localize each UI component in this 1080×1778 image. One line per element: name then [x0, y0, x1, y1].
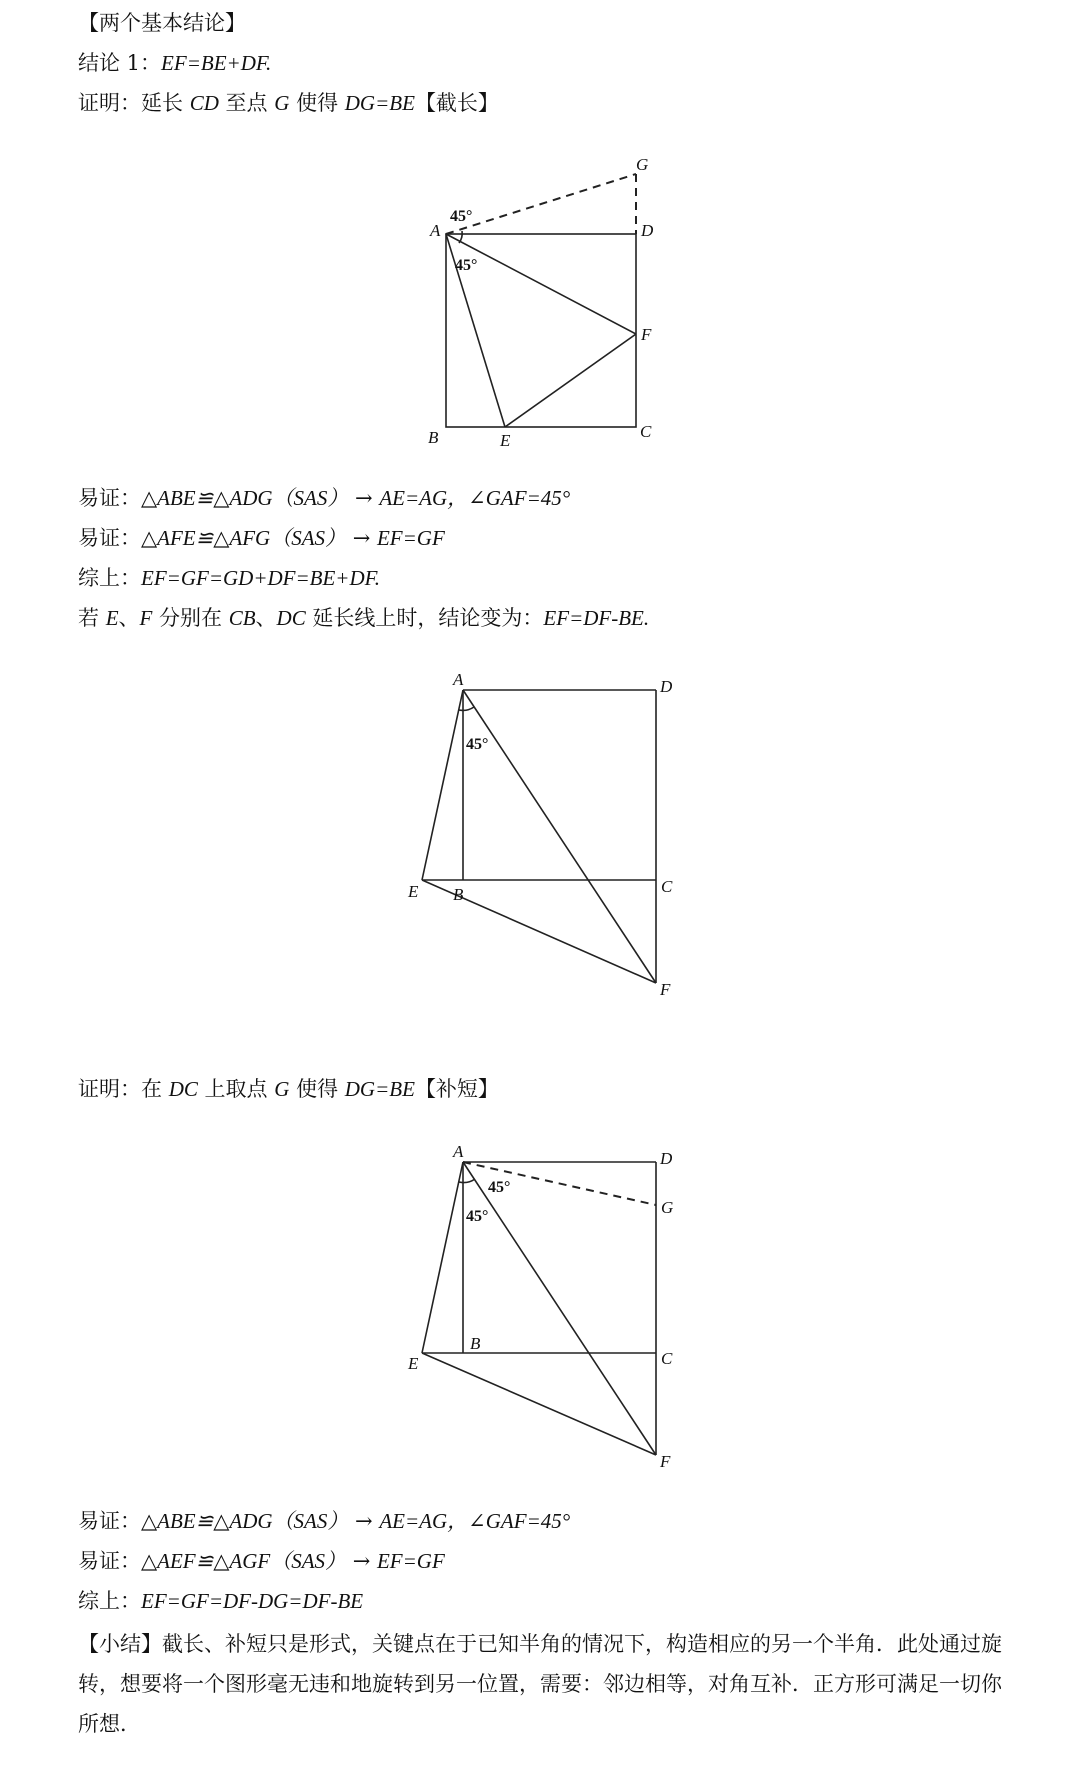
steps-2-line-2	[78, 1546, 445, 1576]
fig1-label-b: B	[428, 428, 439, 447]
steps-2-s1-arrow: →	[348, 1509, 380, 1533]
steps-1-s2-arrow: →	[346, 526, 377, 550]
steps-2-s1-prefix: 易证：	[78, 1509, 141, 1533]
steps-1-s1-sas: （SAS）	[272, 486, 349, 510]
steps-1-s4-result: EF=DF-BE.	[543, 606, 650, 630]
fig3-label-g: G	[661, 1198, 674, 1217]
steps-1-s1-triangles: △ABE≌△ADG	[141, 486, 273, 510]
conclusion-1-formula: EF=BE+DF.	[161, 51, 272, 75]
fig3-angle-arc	[459, 1179, 475, 1183]
steps-2-s2-result: EF=GF	[376, 1549, 445, 1573]
proof-1-mid: 至点	[218, 91, 275, 115]
steps-2-s2-prefix: 易证：	[78, 1549, 141, 1573]
steps-1-s2-prefix: 易证：	[78, 526, 141, 550]
steps-1-s3-prefix: 综上：	[78, 566, 141, 590]
fig2-label-b: B	[453, 885, 464, 904]
steps-2-s3-result: EF=GF=DF-DG=DF-BE	[141, 1589, 364, 1613]
section-title: 【两个基本结论】	[78, 11, 246, 35]
fig2-label-c: C	[661, 877, 673, 896]
proof-2-point: G	[274, 1077, 290, 1101]
steps-1-s4-e: E	[105, 606, 119, 630]
proof-2-mid2: 使得	[289, 1077, 345, 1101]
steps-1-s1-angle: ∠GAF=45°	[468, 486, 571, 510]
fig1-label-a: A	[430, 221, 441, 240]
steps-1-s4-mid2: 延长线上时，结论变为：	[305, 606, 544, 630]
fig1-angle-bottom: 45°	[455, 257, 478, 274]
steps-2-s2-arrow: →	[346, 1549, 377, 1573]
proof-2-prefix: 证明：在	[78, 1077, 169, 1101]
steps-2-line-3	[78, 1586, 363, 1616]
summary-paragraph: 【小结】截长、补短只是形式，关键点在于已知半角的情况下，构造相应的另一个半角．此处通过旋转，想要将一个图形毫无违和地旋转到另一位置，需要：邻边相等，对角互补．正方形可满足一切你所想．	[78, 1632, 1002, 1736]
steps-2-s2-triangles: △AEF≌△AGF	[141, 1549, 271, 1573]
fig3-segment-ae	[422, 1162, 463, 1353]
fig1-label-f: F	[641, 325, 652, 344]
steps-1-s4-mid: 分别在	[152, 606, 229, 630]
fig3-segment-ef	[422, 1353, 656, 1455]
fig1-angle-top: 45°	[450, 208, 473, 225]
proof-1-equation: DG=BE	[344, 91, 415, 115]
steps-1-s4-prefix: 若	[78, 606, 106, 630]
steps-1-s4-cb: CB	[228, 606, 256, 630]
steps-1-s1-prefix: 易证：	[78, 486, 141, 510]
steps-2-s1-triangles: △ABE≌△ADG	[141, 1509, 273, 1533]
fig3-label-a: A	[453, 1142, 464, 1161]
steps-1-s4-f: F	[139, 606, 153, 630]
steps-1-s2-result: EF=GF	[376, 526, 445, 550]
proof-2-tag: 【补短】	[414, 1077, 499, 1101]
fig3-label-d: D	[660, 1149, 673, 1168]
fig1-label-c: C	[640, 422, 652, 441]
fig2-label-f: F	[660, 980, 671, 999]
proof-2-mid: 上取点	[197, 1077, 275, 1101]
fig3-angle-top: 45°	[488, 1179, 511, 1196]
fig2-angle: 45°	[466, 736, 489, 753]
steps-2-s1-result: AE=AG，	[379, 1509, 469, 1533]
steps-1-s4-sep2: 、	[255, 606, 277, 630]
steps-1-s2-triangles: △AFE≌△AFG	[141, 526, 271, 550]
fig1-label-g: G	[636, 155, 649, 174]
fig3-angle-bottom: 45°	[466, 1208, 489, 1225]
steps-2-line-1	[78, 1506, 570, 1536]
fig1-label-d: D	[641, 221, 654, 240]
fig3-label-c: C	[661, 1349, 673, 1368]
fig2-label-a: A	[453, 670, 464, 689]
proof-1-tag: 【截长】	[414, 91, 499, 115]
conclusion-1-prefix: 结论 1：	[78, 51, 162, 75]
steps-1-s3-result: EF=GF=GD+DF=BE+DF.	[141, 566, 381, 590]
steps-1-s1-result: AE=AG，	[379, 486, 469, 510]
proof-1-point: G	[274, 91, 290, 115]
proof-2-equation: DG=BE	[344, 1077, 415, 1101]
fig3-label-b: B	[470, 1334, 481, 1353]
steps-2-s1-angle: ∠GAF=45°	[468, 1509, 571, 1533]
fig2-label-d: D	[660, 677, 673, 696]
proof-1-mid2: 使得	[289, 91, 345, 115]
proof-1-prefix: 证明：延长	[78, 91, 190, 115]
steps-1-s1-arrow: →	[348, 486, 380, 510]
steps-1-s4-sep: 、	[118, 606, 140, 630]
fig3-label-f: F	[660, 1452, 671, 1471]
proof-2-segment: DC	[168, 1077, 198, 1101]
fig3-label-e: E	[408, 1354, 419, 1373]
fig1-label-e: E	[500, 431, 511, 450]
steps-2-s2-sas: （SAS）	[270, 1549, 347, 1573]
steps-2-s1-sas: （SAS）	[272, 1509, 349, 1533]
steps-1-s2-sas: （SAS）	[270, 526, 347, 550]
fig3-segment-af	[463, 1162, 656, 1455]
steps-2-s3-prefix: 综上：	[78, 1589, 141, 1613]
fig2-label-e: E	[408, 882, 419, 901]
proof-1-segment: CD	[189, 91, 219, 115]
steps-1-s4-dc: DC	[276, 606, 306, 630]
